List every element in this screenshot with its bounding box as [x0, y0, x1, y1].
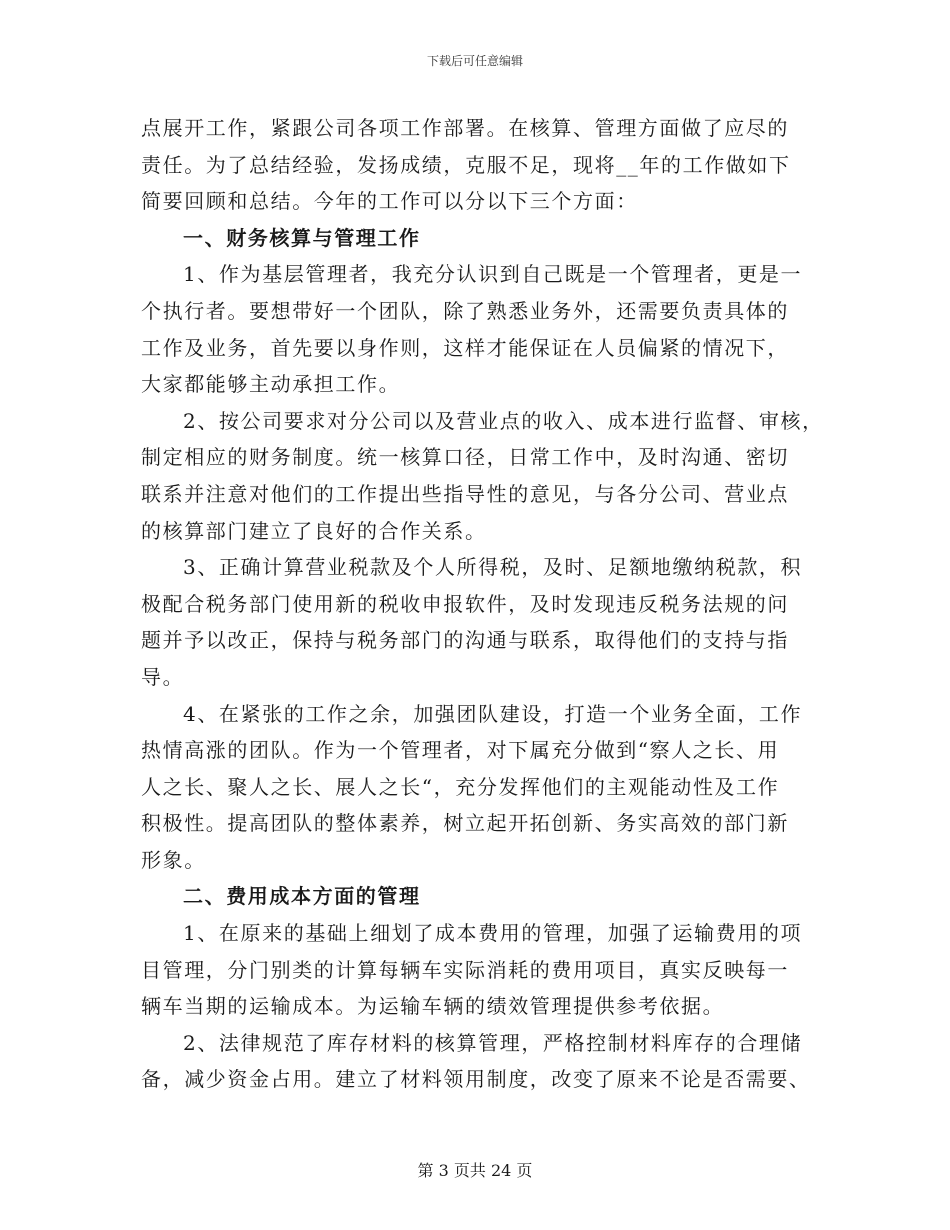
paragraph-line: 责任。为了总结经验，发扬成绩，克服不足，现将__年的工作做如下 [141, 152, 791, 177]
paragraph-line: 辆车当期的运输成本。为运输车辆的绩效管理提供参考依据。 [141, 994, 725, 1019]
paragraph-line: 极配合税务部门使用新的税收申报软件，及时发现违反税务法规的问 [141, 591, 789, 616]
paragraph-line: 2、按公司要求对分公司以及营业点的收入、成本进行监督、审核， [183, 408, 824, 433]
paragraph-line: 工作及业务，首先要以身作则，这样才能保证在人员偏紧的情况下， [141, 335, 789, 360]
paragraph-line: 联系并注意对他们的工作提出些指导性的意见，与各分公司、营业点 [141, 481, 789, 506]
paragraph-line: 人之长、聚人之长、展人之长“，充分发挥他们的主观能动性及工作 [141, 774, 780, 799]
paragraph-line: 1、作为基层管理者，我充分认识到自己既是一个管理者，更是一 [183, 262, 803, 287]
paragraph-line: 点展开工作，紧跟公司各项工作部署。在核算、管理方面做了应尽的 [141, 116, 789, 140]
document-body [141, 110, 824, 1098]
paragraph-line: 简要回顾和总结。今年的工作可以分以下三个方面： [141, 189, 638, 214]
section-heading-1: 一、财务核算与管理工作 [183, 225, 421, 250]
paragraph-line: 1、在原来的基础上细划了成本费用的管理，加强了运输费用的项 [183, 921, 803, 946]
paragraph-line: 备，减少资金占用。建立了材料领用制度，改变了原来不论是否需要、 [141, 1067, 811, 1092]
paragraph-line: 形象。 [141, 847, 206, 872]
paragraph-line: 热情高涨的团队。作为一个管理者，对下属充分做到“察人之长、用 [141, 738, 780, 763]
page-header: 下载后可任意编辑 [426, 54, 523, 68]
paragraph-line: 导。 [141, 664, 185, 689]
paragraph-line: 2、法律规范了库存材料的核算管理，严格控制材料库存的合理储 [183, 1030, 803, 1055]
paragraph-line: 的核算部门建立了良好的合作关系。 [141, 518, 487, 543]
page-footer: 第 3 页共 24 页 [417, 1161, 533, 1180]
paragraph-line: 题并予以改正，保持与税务部门的沟通与联系，取得他们的支持与指 [141, 628, 789, 653]
paragraph-line: 制定相应的财务制度。统一核算口径，日常工作中，及时沟通、密切 [141, 445, 789, 470]
paragraph-line: 个执行者。要想带好一个团队，除了熟悉业务外，还需要负责具体的 [141, 298, 789, 323]
section-heading-2: 二、费用成本方面的管理 [183, 884, 421, 909]
paragraph-line: 目管理，分门别类的计算每辆车实际消耗的费用项目，真实反映每一 [141, 957, 789, 982]
paragraph-line: 积极性。提高团队的整体素养，树立起开拓创新、务实高效的部门新 [141, 811, 789, 836]
paragraph-line: 4、在紧张的工作之余，加强团队建设，打造一个业务全面，工作 [183, 701, 803, 726]
paragraph-line: 3、正确计算营业税款及个人所得税，及时、足额地缴纳税款，积 [183, 555, 803, 580]
paragraph-line: 大家都能够主动承担工作。 [141, 372, 401, 397]
